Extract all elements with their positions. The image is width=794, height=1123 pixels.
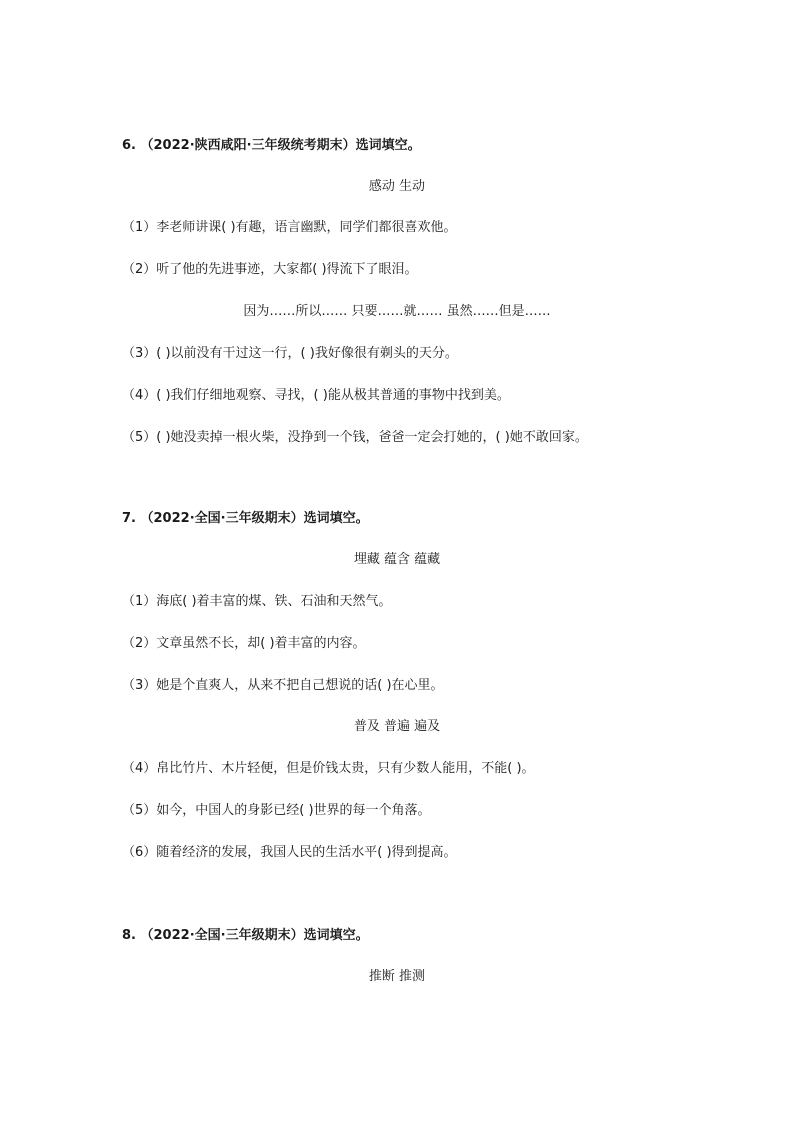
question-6-word-bank-2: 因为……所以…… 只要……就…… 虽然……但是…… [243, 304, 551, 319]
question-7-word-bank-2: 普及 普遍 遍及 [353, 719, 441, 734]
question-6-item-3: （3）( )以前没有干过这一行，( )我好像很有剃头的天分。 [122, 346, 458, 361]
question-8-title: 8. （2022·全国·三年级期末）选词填空。 [122, 928, 369, 943]
question-6-item-2: （2）听了他的先进事迹，大家都( )得流下了眼泪。 [122, 262, 418, 277]
question-7-item-3: （3）她是个直爽人，从来不把自己想说的话( )在心里。 [122, 678, 444, 693]
question-8-word-bank-1: 推断 推测 [368, 969, 426, 984]
question-7-item-4: （4）帛比竹片、木片轻便，但是价钱太贵，只有少数人能用，不能( )。 [122, 761, 535, 776]
question-7-item-5: （5）如今，中国人的身影已经( )世界的每一个角落。 [122, 803, 431, 818]
question-7-item-6: （6）随着经济的发展，我国人民的生活水平( )得到提高。 [122, 845, 457, 860]
question-7-title: 7. （2022·全国·三年级期末）选词填空。 [122, 511, 369, 526]
question-7-item-2: （2）文章虽然不长，却( )着丰富的内容。 [122, 636, 366, 651]
question-6-item-5: （5）( )她没卖掉一根火柴，没挣到一个钱，爸爸一定会打她的，( )她不敢回家。 [122, 430, 588, 445]
question-6-item-1: （1）李老师讲课( )有趣，语言幽默，同学们都很喜欢他。 [122, 220, 457, 235]
question-6-item-4: （4）( )我们仔细地观察、寻找，( )能从极其普通的事物中找到美。 [122, 388, 510, 403]
question-6-word-bank-1: 感动 生动 [368, 179, 426, 194]
question-7-word-bank-1: 埋藏 蕴含 蕴藏 [353, 552, 441, 567]
question-7-item-1: （1）海底( )着丰富的煤、铁、石油和天然气。 [122, 594, 392, 609]
question-6-title: 6. （2022·陕西咸阳·三年级统考期末）选词填空。 [122, 138, 421, 153]
